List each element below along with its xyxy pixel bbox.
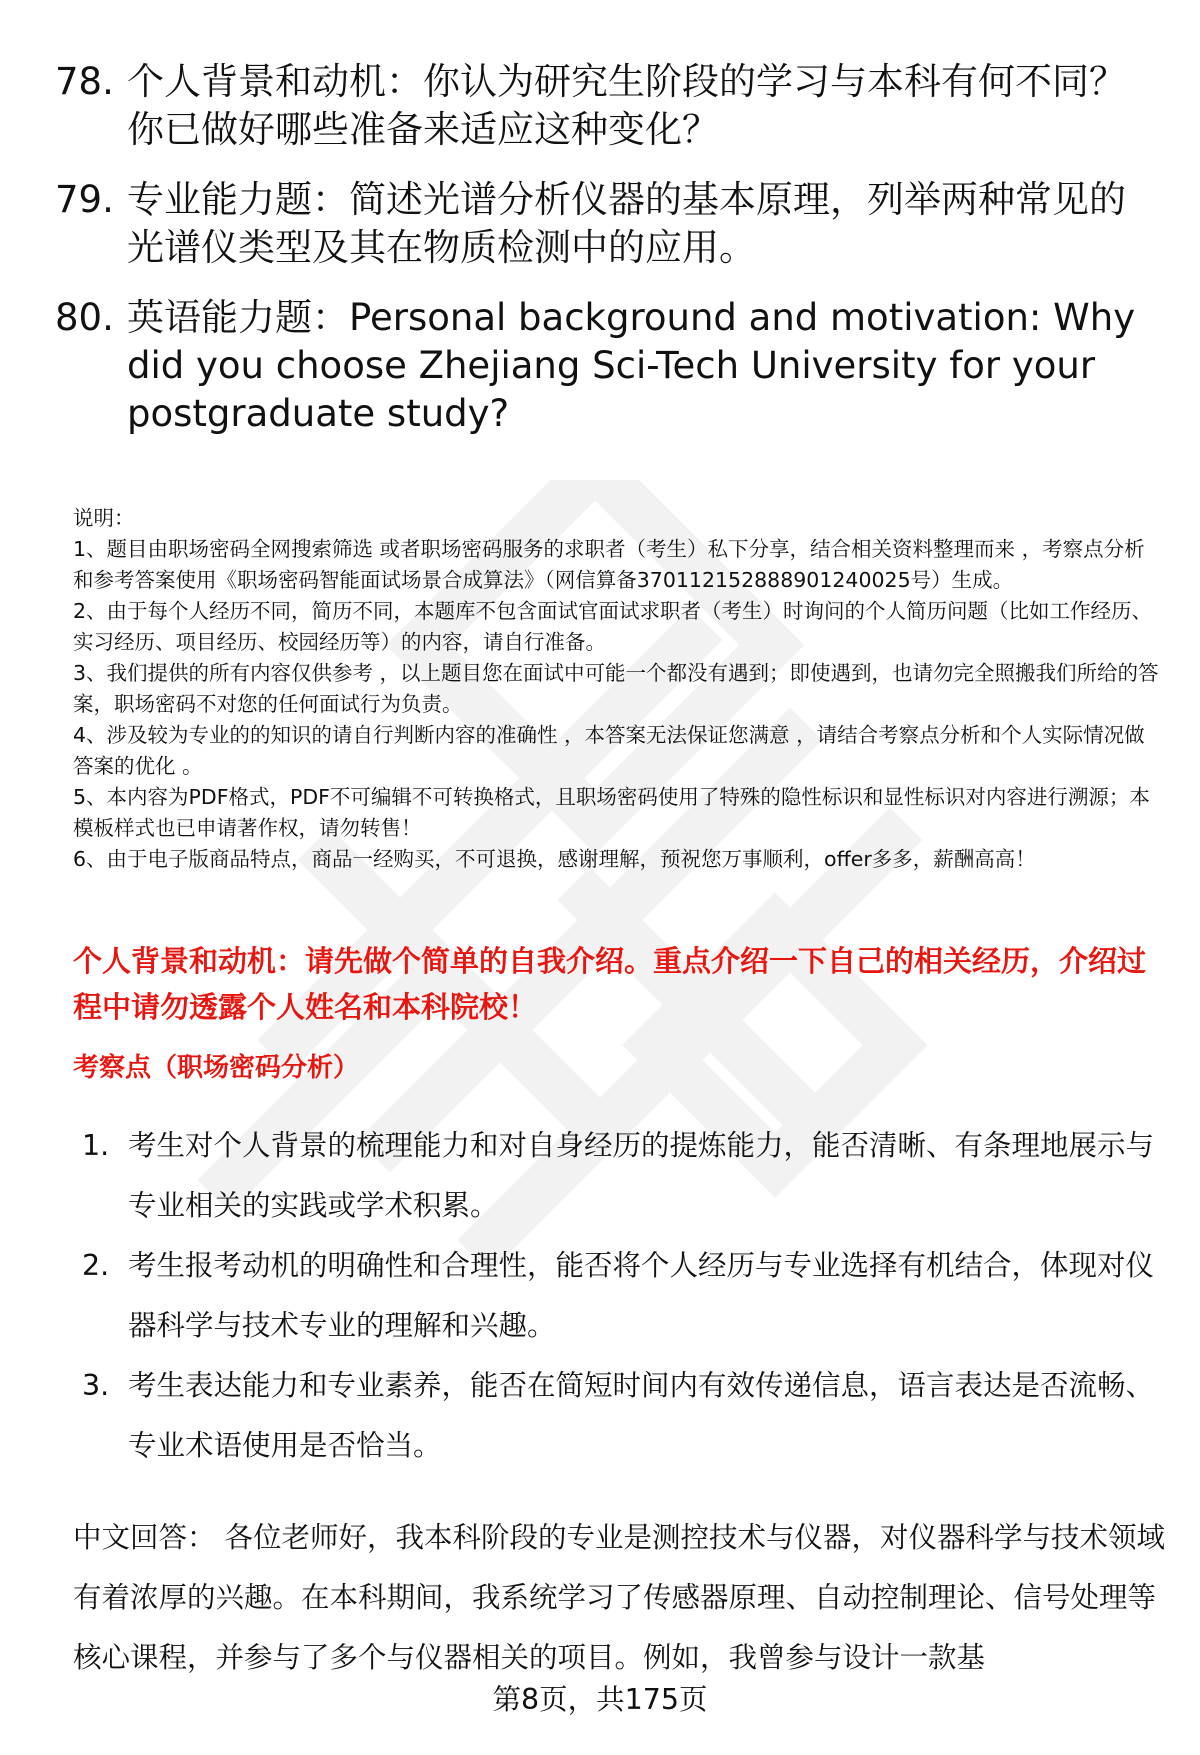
point-number: 2. xyxy=(82,1249,110,1282)
page-footer: 第8页，共175页 xyxy=(492,1683,708,1716)
point-text: 考生报考动机的明确性和合理性，能否将个人经历与专业选择有机结合，体现对仪器科学与技术专业的理解和兴趣。 xyxy=(128,1249,1155,1342)
note-item: 5、本内容为PDF格式，PDF不可编辑不可转换格式，且职场密码使用了特殊的隐性标识和显性标识对内容进行溯源；本模板样式也已申请著作权，请勿转售！ xyxy=(73,785,1150,840)
note-item: 1、题目由职场密码全网搜索筛选 或者职场密码服务的求职者（考生）私下分享，结合相关资料整理而来 ，考察点分析和参考答案使用《职场密码智能面试场景合成算法》（网信算备370112152888901240025号）生成。 xyxy=(73,537,1145,592)
point-number: 1. xyxy=(82,1129,110,1162)
analysis-points xyxy=(82,1116,1162,1476)
note-item: 4、涉及较为专业的的知识的请自行判断内容的准确性 ，本答案无法保证您满意 ，请结合考察点分析和个人实际情况做答案的优化 。 xyxy=(73,723,1145,778)
question-number: 80. xyxy=(55,296,114,339)
point-item xyxy=(82,1116,1162,1236)
question-item xyxy=(55,176,1155,272)
question-text: 英语能力题：Personal background and motivation: Why did you choose Zhejiang Sci-Tech University for your postgraduate study? xyxy=(127,296,1136,435)
notes-title: 说明： xyxy=(73,506,135,530)
question-list xyxy=(55,58,1155,460)
point-text: 考生表达能力和专业素养，能否在简短时间内有效传递信息，语言表达是否流畅、专业术语使用是否恰当。 xyxy=(128,1369,1155,1462)
question-text: 专业能力题：简述光谱分析仪器的基本原理，列举两种常见的光谱仪类型及其在物质检测中的应用。 xyxy=(127,178,1126,269)
point-item xyxy=(82,1356,1162,1476)
analysis-heading: 考察点（职场密码分析） xyxy=(73,1053,360,1083)
question-item xyxy=(55,58,1155,154)
question-number: 78. xyxy=(55,60,114,103)
section-heading: 个人背景和动机：请先做个简单的自我介绍。重点介绍一下自己的相关经历，介绍过程中请勿透露个人姓名和本科院校！ xyxy=(73,944,1147,1024)
point-number: 3. xyxy=(82,1369,110,1402)
note-item: 6、由于电子版商品特点，商品一经购买，不可退换，感谢理解，预祝您万事顺利，offer多多，薪酬高高！ xyxy=(73,847,1036,871)
notes-block xyxy=(73,503,1163,875)
question-number: 79. xyxy=(55,178,114,221)
note-item: 3、我们提供的所有内容仅供参考 ，以上题目您在面试中可能一个都没有遇到；即使遇到，也请勿完全照搬我们所给的答案，职场密码不对您的任何面试行为负责。 xyxy=(73,661,1159,716)
point-text: 考生对个人背景的梳理能力和对自身经历的提炼能力，能否清晰、有条理地展示与专业相关的实践或学术积累。 xyxy=(128,1129,1155,1222)
point-item xyxy=(82,1236,1162,1356)
question-text: 个人背景和动机：你认为研究生阶段的学习与本科有何不同？你已做好哪些准备来适应这种变化？ xyxy=(127,60,1126,151)
note-item: 2、由于每个人经历不同，简历不同，本题库不包含面试官面试求职者（考生）时询问的个人简历问题（比如工作经历、实习经历、项目经历、校园经历等）的内容，请自行准备。 xyxy=(73,599,1153,654)
answer-paragraph: 中文回答： 各位老师好，我本科阶段的专业是测控技术与仪器，对仪器科学与技术领域有着浓厚的兴趣。在本科期间，我系统学习了传感器原理、自动控制理论、信号处理等核心课程，并参与了多个与仪器相关的项目。例如，我曾参与设计一款基 xyxy=(73,1521,1166,1674)
question-item xyxy=(55,294,1155,438)
